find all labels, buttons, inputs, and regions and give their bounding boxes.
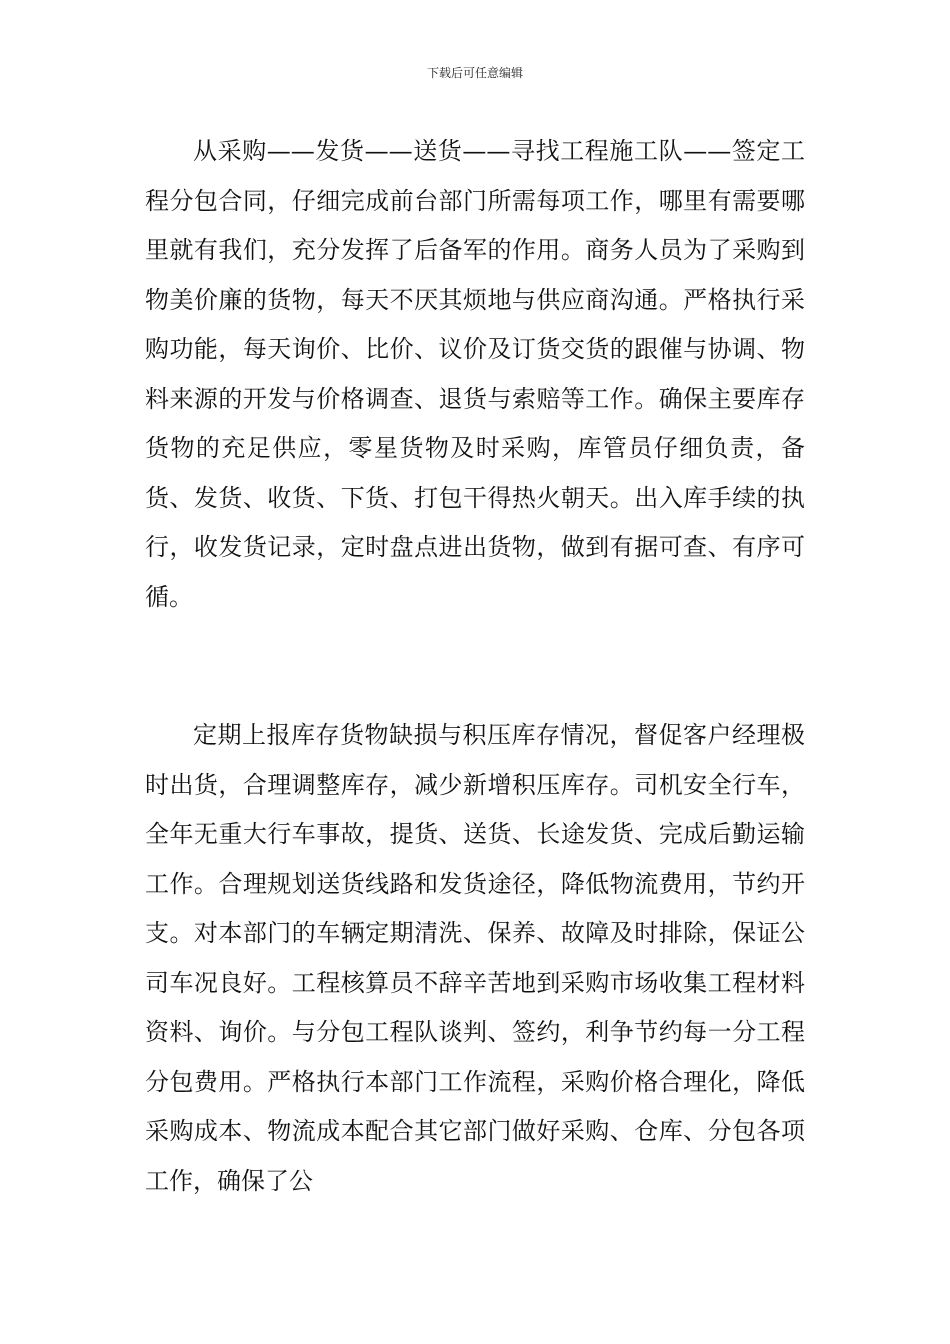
paragraph-inventory: 定期上报库存货物缺损与积压库存情况，督促客户经理极时出货，合理调整库存，减少新增积压库存。司机安全行车，全年无重大行车事故，提货、送货、长途发货、完成后勤运输工作。合理规划送货线路和发货途径，降低物流费用，节约开支。对本部门的车辆定期清洗、保养、故障及时排除，保证公司车况良好。工程核算员不辞辛苦地到采购市场收集工程材料资料、询价。与分包工程队谈判、签约，利争节约每一分工程分包费用。严格执行本部门工作流程，采购价格合理化，降低采购成本、物流成本配合其它部门做好采购、仓库、分包各项工作，确保了公 <box>145 721 805 1195</box>
page-header: 下载后可任意编辑 <box>426 66 523 80</box>
paragraph-procurement: 从采购——发货——送货——寻找工程施工队——签定工程分包合同，仔细完成前台部门所需每项工作，哪里有需要哪里就有我们，充分发挥了后备军的作用。商务人员为了采购到物美价廉的货物，每天不厌其烦地与供应商沟通。严格执行采购功能，每天询价、比价、议价及订货交货的跟催与协调、物料来源的开发与价格调查、退货与索赔等工作。确保主要库存货物的充足供应，零星货物及时采购，库管员仔细负责，备货、发货、收货、下货、打包干得热火朝天。出入库手续的执行，收发货记录，定时盘点进出货物，做到有据可查、有序可循。 <box>145 137 805 611</box>
